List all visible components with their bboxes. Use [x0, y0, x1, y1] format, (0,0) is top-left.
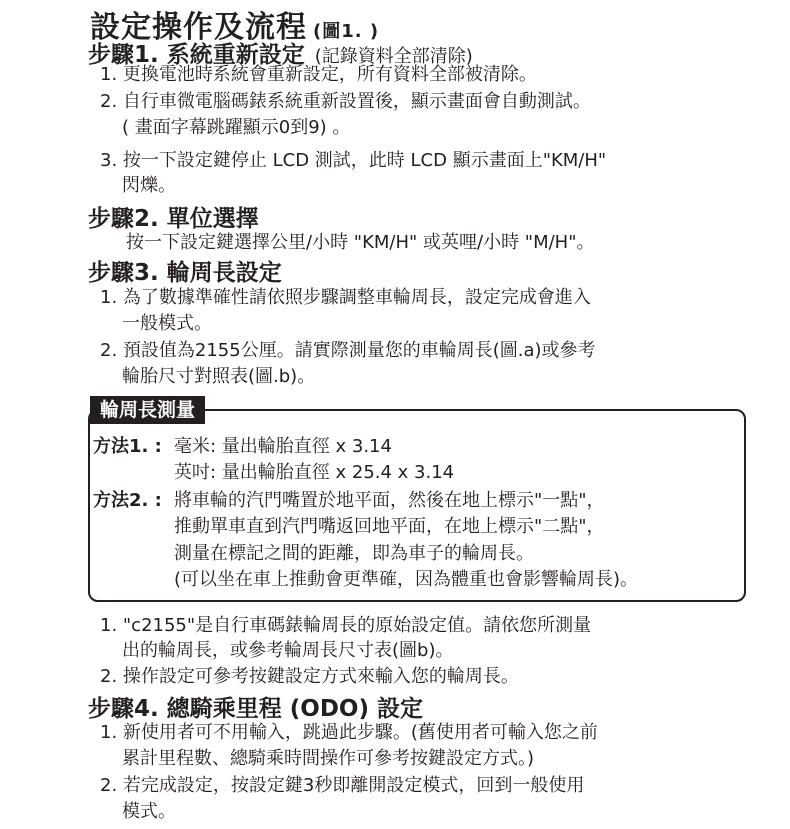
step3-line-2: 2. 預設值為2155公厘。請實際測量您的車輪周長(圖.a)或參考 [100, 340, 596, 361]
step4-line-1-cont: 累計里程數、總騎乘時間操作可參考按鍵設定方式。) [122, 748, 535, 769]
step1-heading-text: 步驟1. 系統重新設定 [88, 42, 305, 68]
measurement-box-label: 輪周長測量 [90, 396, 205, 424]
step1-line-2: 2. 自行車微電腦碼錶系統重新設置後，顯示畫面會自動測試。 [100, 91, 591, 112]
step3-after-line-1: 1. "c2155"是自行車碼錶輪周長的原始設定值。請依您所測量 [100, 615, 592, 636]
step2-line-1: 按一下設定鍵選擇公里/小時 "KM/H" 或英哩/小時 "M/H"。 [126, 232, 595, 253]
method2-line-3: 測量在標記之間的距離，即為車子的輪周長。 [174, 543, 534, 564]
method2-label: 方法2. : [93, 490, 162, 511]
page-title-text: 設定操作及流程 [90, 10, 307, 45]
step3-line-2-cont: 輪胎尺寸對照表(圖.b)。 [122, 366, 316, 387]
step1-line-1: 1. 更換電池時系統會重新設定，所有資料全部被清除。 [100, 64, 537, 85]
step4-line-1: 1. 新使用者可不用輸入，跳過此步驟。(舊使用者可輸入您之前 [100, 722, 598, 743]
step1-line-3-cont: 閃爍。 [122, 175, 176, 196]
step4-line-2-cont: 模式。 [122, 801, 176, 822]
step3-heading: 步驟3. 輪周長設定 [88, 260, 282, 286]
method1-line-1: 毫米: 量出輪胎直徑 x 3.14 [174, 436, 392, 457]
step3-line-1-cont: 一般模式。 [122, 313, 212, 334]
method2-line-2: 推動單車直到汽門嘴返回地平面，在地上標示"二點"， [174, 516, 605, 537]
step4-heading: 步驟4. 總騎乘里程 (ODO) 設定 [88, 696, 423, 722]
step3-after-line-1-cont: 出的輪周長，或參考輪周長尺寸表(圖b)。 [122, 640, 454, 661]
step1-note: (記錄資料全部清除) [314, 46, 473, 67]
step3-after-line-2: 2. 操作設定可參考按鍵設定方式來輸入您的輪周長。 [100, 666, 519, 687]
method2-line-4: (可以坐在車上推動會更準確，因為體重也會影響輪周長)。 [174, 569, 639, 590]
method1-label: 方法1. : [93, 436, 162, 457]
method2-line-1: 將車輪的汽門嘴置於地平面，然後在地上標示"一點"， [174, 490, 605, 511]
step1-line-3: 3. 按一下設定鍵停止 LCD 測試，此時 LCD 顯示畫面上"KM/H" [100, 150, 607, 171]
method1-line-2: 英吋: 量出輪胎直徑 x 25.4 x 3.14 [174, 462, 455, 483]
figure-ref: (圖1. ) [313, 21, 380, 42]
step3-line-1: 1. 為了數據準確性請依照步驟調整車輪周長，設定完成會進入 [100, 287, 591, 308]
step2-heading: 步驟2. 單位選擇 [88, 206, 259, 232]
step4-line-2: 2. 若完成設定，按設定鍵3秒即離開設定模式，回到一般使用 [100, 775, 585, 796]
step1-line-2-cont: ( 畫面字幕跳躍顯示0到9) 。 [122, 117, 351, 138]
